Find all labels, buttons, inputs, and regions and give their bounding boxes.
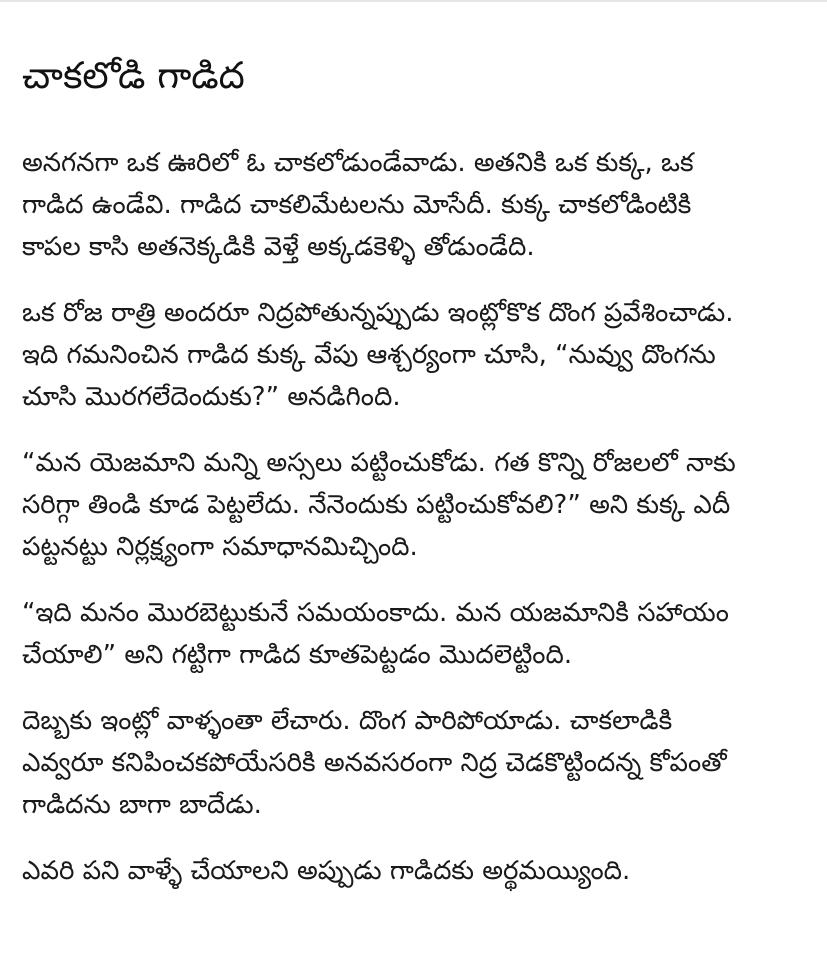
paragraph-line: ఒక రోజ రాత్రి అందరూ నిద్రపోతున్నప్పుడు ఇంట్లోకొక దొంగ ప్రవేశించాడు. xyxy=(22,298,734,328)
paragraph-line: ఎవరి పని వాళ్ళే చేయాలని అప్పుడు గాడిదకు అర్థమయ్యింది. xyxy=(22,856,631,886)
paragraph-line: గాడిదను బాగా బాదేడు. xyxy=(22,790,262,820)
paragraph-line: దెబ్బకు ఇంట్లో వాళ్ళంతా లేచారు. దొంగ పారిపోయాడు. చాకలాడికి xyxy=(22,706,673,736)
paragraph-line: కాపల కాసి అతనెక్కడికి వెళ్తే అక్కడకెళ్ళి తోడుండేది. xyxy=(22,232,535,262)
story-paragraph-3 xyxy=(22,442,822,568)
paragraph-line: “ఇది మనం మొరబెట్టుకునే సమయంకాదు. మన యజమానికి సహాయం xyxy=(22,598,729,628)
story-paragraph-1 xyxy=(22,142,822,268)
story-paragraph-6 xyxy=(22,850,822,892)
story-title: చాకలోడి గాడిద xyxy=(22,54,245,97)
story-paragraph-2 xyxy=(22,292,822,418)
paragraph-line: సరిగ్గా తిండి కూడ పెట్టలేదు. నేనెందుకు పట్టించుకోవలి?” అని కుక్క ఎదీ xyxy=(22,490,731,520)
paragraph-line: అనగనగా ఒక ఊరిలో ఓ చాకలోడుండేవాడు. అతనికి ఒక కుక్క, ఒక xyxy=(22,148,694,178)
paragraph-line: చేయాలి” అని గట్టిగా గాడిద కూతపెట్టడం మొదలెట్టింది. xyxy=(22,640,573,670)
paragraph-line: “మన యెజమాని మన్ని అస్సలు పట్టించుకోడు. గత కొన్ని రోజలలో నాకు xyxy=(22,448,736,478)
paragraph-line: ఇది గమనించిన గాడిద కుక్క వేపు ఆశ్చర్యంగా చూసి, “నువ్వు దొంగను xyxy=(22,340,716,370)
story-paragraph-5 xyxy=(22,700,822,826)
story-paragraph-4 xyxy=(22,592,822,676)
paragraph-line: పట్టనట్టు నిర్లక్ష్యంగా సమాధానమిచ్చింది. xyxy=(22,532,418,562)
story-article xyxy=(22,0,822,916)
paragraph-line: చూసి మొరగలేదెందుకు?” అనడిగింది. xyxy=(22,382,401,412)
paragraph-line: ఎవ్వరూ కనిపించకపోయేసరికి అనవసరంగా నిద్ర చెడకొట్టిందన్న కోపంతో xyxy=(22,748,727,778)
story-body xyxy=(22,142,822,892)
paragraph-line: గాడిద ఉండేవి. గాడిద చాకలిమేటలను మోసేదీ. కుక్క చాకలోడింటికి xyxy=(22,190,692,220)
